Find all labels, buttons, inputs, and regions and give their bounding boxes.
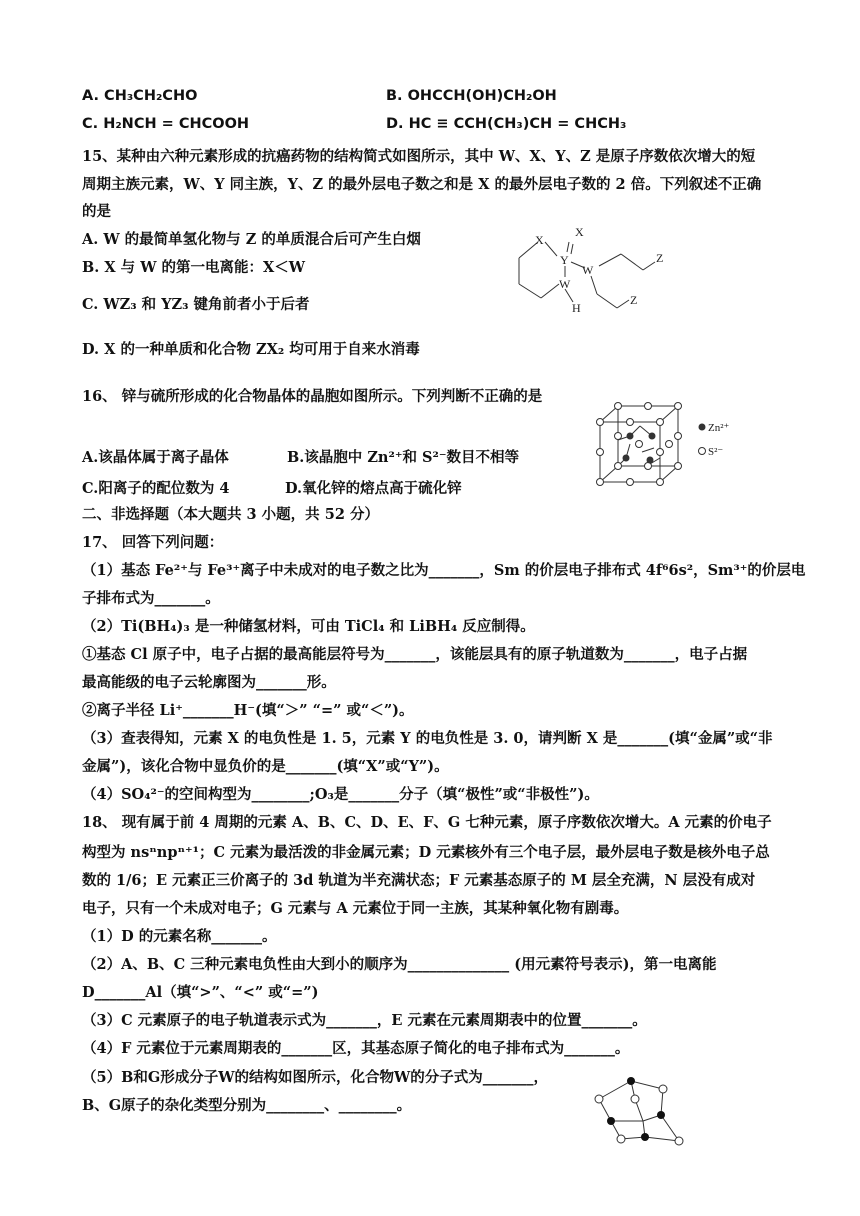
q15-stem-line2: 周期主族元素，W、Y 同主族，Y、Z 的最外层电子数之和是 X 的最外层电子数的 2 倍。下列叙述不正确 — [82, 176, 762, 193]
q15-option-d: D. X 的一种单质和化合物 ZX₂ 均可用于自来水消毒 — [82, 341, 420, 358]
q16-option-a: A.该晶体属于离子晶体 — [82, 449, 229, 466]
q16-stem: 16、 锌与硫所形成的化合物晶体的晶胞如图所示。下列判断不正确的是 — [82, 388, 543, 405]
q15-option-c: C. WZ₃ 和 YZ₃ 键角前者小于后者 — [82, 296, 310, 313]
q17-line-2: 子排布式为_______。 — [82, 590, 220, 607]
struct-label-h: H — [572, 301, 581, 315]
q18-line-4: 电子，只有一个未成对电子；G 元素与 A 元素位于同一主族，其某种氧化物有剧毒。 — [82, 900, 629, 917]
q14-option-d: D. HC ≡ CCH(CH₃)CH = CHCH₃ — [386, 116, 627, 132]
q18-line-5: （1）D 的元素名称_______。 — [82, 928, 277, 945]
q17-line-3: （2）Ti(BH₄)₃ 是一种储氢材料，可由 TiCl₄ 和 LiBH₄ 反应制得。 — [82, 618, 535, 635]
struct-label-z2: Z — [630, 293, 638, 307]
struct-label-x2: X — [575, 225, 584, 239]
section-2-heading: 二、非选择题（本大题共 3 小题，共 52 分） — [82, 506, 379, 523]
q15-stem-line1: 15、某种由六种元素形成的抗癌药物的结构简式如图所示，其中 W、X、Y、Z 是原子序数依次增大的短 — [82, 148, 756, 165]
q18-line-10: （5）B和G形成分子W的结构如图所示，化合物W的分子式为_______， — [82, 1069, 549, 1086]
struct-label-y: Y — [560, 253, 569, 267]
legend-s-label: S²⁻ — [708, 446, 724, 458]
struct-label-w1: W — [582, 263, 594, 277]
q16-option-d: D.氧化锌的熔点高于硫化锌 — [285, 480, 462, 497]
q18-molecule-diagram — [585, 1075, 695, 1150]
q18-line-9: （4）F 元素位于元素周期表的_______区，其基态原子简化的电子排布式为_______。 — [82, 1040, 630, 1057]
q18-line-6: （2）A、B、C 三种元素电负性由大到小的顺序为______________ (用元素符号表示)，第一电离能 — [82, 956, 717, 973]
q16-option-b: B.该晶胞中 Zn²⁺和 S²⁻数目不相等 — [287, 449, 520, 466]
struct-label-x1: X — [535, 233, 544, 247]
q17-line-9: （4）SO₄²⁻的空间构型为________;O₃是_______分子（填“极性”或“非极性”)。 — [82, 786, 599, 803]
q14-option-a: A. CH₃CH₂CHO — [82, 88, 198, 104]
q17-line-8: 金属”)，该化合物中显负价的是_______(填“X”或“Y”)。 — [82, 758, 449, 775]
q16-unit-cell-diagram — [592, 400, 752, 495]
q18-line-2: 构型为 nsⁿnpⁿ⁺¹；C 元素为最活泼的非金属元素；D 元素核外有三个电子层，最外层电子数是核外电子总 — [82, 844, 770, 861]
q15-option-b: B. X 与 W 的第一电离能：X＜W — [82, 259, 306, 276]
q17-line-5: 最高能级的电子云轮廓图为_______形。 — [82, 674, 336, 691]
q14-option-b: B. OHCCH(OH)CH₂OH — [386, 88, 557, 104]
q18-line-3: 数的 1/6；E 元素正三价离子的 3d 轨道为半充满状态；F 元素基态原子的 M 层全充满，N 层没有成对 — [82, 872, 756, 889]
q15-structure-diagram — [505, 222, 680, 317]
q15-option-a: A. W 的最简单氢化物与 Z 的单质混合后可产生白烟 — [82, 231, 421, 248]
struct-label-w2: W — [559, 277, 571, 291]
q17-line-4: ①基态 Cl 原子中，电子占据的最高能层符号为_______，该能层具有的原子轨道数为_______，电子占据 — [82, 646, 748, 663]
legend-zn-label: Zn²⁺ — [708, 422, 730, 434]
q16-option-c: C.阳离子的配位数为 4 — [82, 480, 230, 497]
q18-line-1: 18、 现有属于前 4 周期的元素 A、B、C、D、E、F、G 七种元素，原子序数依次增大。A 元素的价电子 — [82, 814, 772, 831]
q17-title: 17、 回答下列问题： — [82, 534, 224, 551]
q18-line-8: （3）C 元素原子的电子轨道表示式为_______，E 元素在元素周期表中的位置_______。 — [82, 1012, 647, 1029]
q17-line-1: （1）基态 Fe²⁺与 Fe³⁺离子中未成对的电子数之比为_______，Sm 的价层电子排布式 4f⁶6s²，Sm³⁺的价层电 — [82, 562, 806, 579]
struct-label-z1: Z — [656, 251, 664, 265]
q15-stem-line3: 的是 — [82, 203, 111, 220]
q18-line-7: D_______Al（填“>”、“<” 或“=”) — [82, 984, 319, 1001]
q18-line-11: B、G原子的杂化类型分别为________、________。 — [82, 1097, 412, 1114]
q17-line-7: （3）查表得知，元素 X 的电负性是 1. 5，元素 Y 的电负性是 3. 0，请判断 X 是_______(填“金属”或“非 — [82, 730, 773, 747]
q17-line-6: ②离子半径 Li⁺_______H⁻(填“＞” “=” 或“＜”)。 — [82, 702, 414, 719]
q14-option-c: C. H₂NCH = CHCOOH — [82, 116, 250, 132]
